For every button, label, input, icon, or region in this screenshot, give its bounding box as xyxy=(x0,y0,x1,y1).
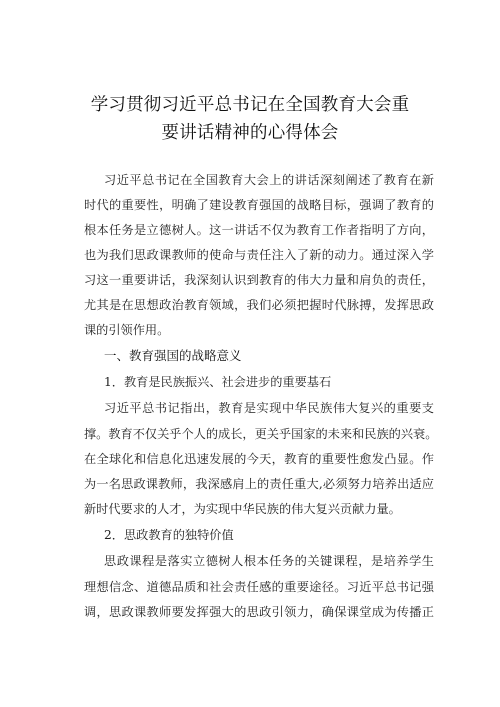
subsection-heading: 2．思政教育的独特价值 xyxy=(104,528,234,542)
body-line: 撑。教育不仅关乎个人的成长，更关乎国家的未来和民族的兴衰。 xyxy=(84,427,438,441)
body-line: 思政课程是落实立德树人根本任务的关键课程，是培养学生 xyxy=(104,554,434,568)
body-line: 在全球化和信息化迅速发展的今天，教育的重要性愈发凸显。作 xyxy=(84,452,434,466)
intro-line: 习这一重要讲话，我深刻认识到教育的伟大力量和肩负的责任， xyxy=(84,273,434,287)
intro-line: 尤其是在思想政治教育领域，我们必须把握时代脉搏，发挥思政 xyxy=(84,298,434,312)
body-line: 为一名思政课教师，我深感肩上的责任重大,必须努力培养出适应 xyxy=(84,477,434,491)
intro-line: 习近平总书记在全国教育大会上的讲话深刻阐述了教育在新 xyxy=(104,173,434,187)
body-line: 调，思政课教师要发挥强大的思政引领力，确保课堂成为传播正 xyxy=(84,605,434,619)
subsection-heading: 1．教育是民族振兴、社会进步的重要基石 xyxy=(104,375,332,389)
body-line: 理想信念、道德品质和社会责任感的重要途径。习近平总书记强 xyxy=(84,580,434,594)
section-heading: 一、教育强国的战略意义 xyxy=(104,348,242,363)
intro-line: 时代的重要性，明确了建设教育强国的战略目标，强调了教育的 xyxy=(84,198,434,212)
intro-line: 课的引领作用。 xyxy=(84,323,170,337)
body-line: 新时代要求的人才，为实现中华民族的伟大复兴贡献力量。 xyxy=(84,502,401,516)
intro-line: 也为我们思政课教师的使命与责任注入了新的动力。通过深入学 xyxy=(84,248,434,262)
intro-line: 根本任务是立德树人。这一讲话不仅为教育工作者指明了方向， xyxy=(84,223,434,237)
document-title-line-2: 要讲话精神的心得体会 xyxy=(161,123,339,143)
document-title-line-1: 学习贯彻习近平总书记在全国教育大会重 xyxy=(90,95,410,115)
body-line: 习近平总书记指出，教育是实现中华民族伟大复兴的重要支 xyxy=(104,401,434,415)
